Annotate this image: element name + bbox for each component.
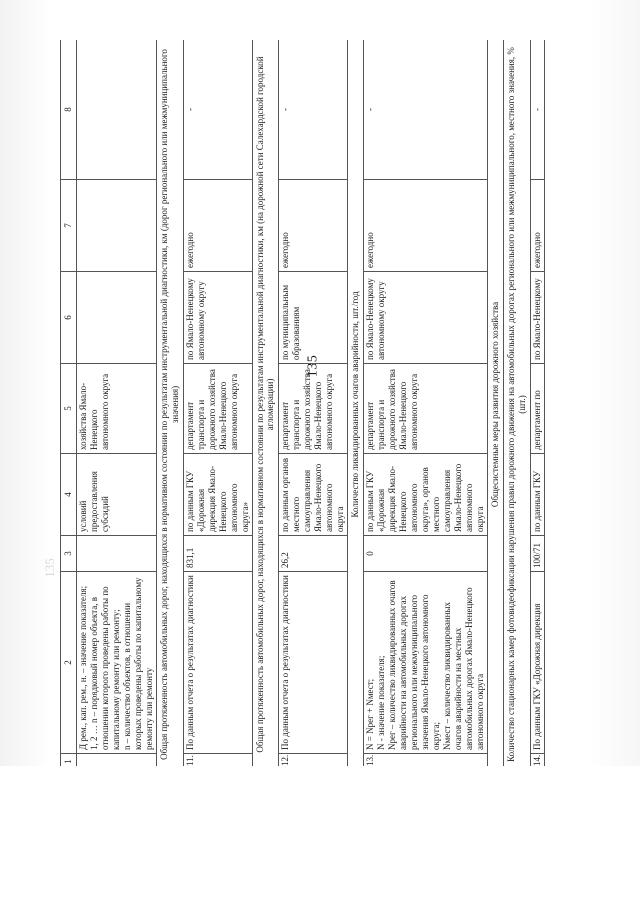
table-cell: по Ямало-Ненецкому автономному округу xyxy=(364,272,488,364)
table-row xyxy=(530,40,544,770)
table-cell: департамент транспорта и дорожного хозяйства Ямало-Ненецкого автономного округа xyxy=(183,364,252,454)
table-cell xyxy=(76,536,156,572)
table-cell: По данным отчета о результатах диагностики xyxy=(279,572,348,754)
table-cell: 0 xyxy=(364,536,488,572)
table-cell: департамент транспорта и дорожного хозяйства Ямало-Ненецкого автономного округа xyxy=(364,364,488,454)
header-cell: 2 xyxy=(61,572,77,754)
row-number: 12. xyxy=(279,754,348,770)
header-cell: 3 xyxy=(61,536,77,572)
table-cell: хозяйства Ямало-Ненецкого автономного округа xyxy=(76,364,156,454)
table-cell: по муниципальным образованиям xyxy=(279,272,348,364)
table-cell: 26,2 xyxy=(279,536,348,572)
rotated-table-frame xyxy=(60,40,565,770)
table-row xyxy=(279,40,348,770)
table-cell: - xyxy=(364,40,488,180)
header-cell: 6 xyxy=(61,272,77,364)
table-cell xyxy=(76,40,156,180)
table-cell: по Ямало-Ненецкому автономному округу xyxy=(183,272,252,364)
table-cell: Д рем., кап. рем., н. – значение показателя; 1, 2 … n – порядковый номер объекта, в отношении которого проведены работы по капитальному ремонту или ремонту; n – количество объектов, в отношении которых проведены работы по капитальному ремонту или ремонту xyxy=(76,572,156,754)
table-cell: - xyxy=(530,40,544,180)
table-cell: ежегодно xyxy=(183,180,252,272)
table-cell xyxy=(76,272,156,364)
table-cell: 100/71 xyxy=(530,536,544,572)
rotated-table-content xyxy=(60,40,565,770)
table-header-row xyxy=(61,40,77,770)
page-number: 135 xyxy=(305,354,321,378)
header-cell: 7 xyxy=(61,180,77,272)
table-cell: по данным ГКУ «Дорожная дирекция Ямало-Ненецкого автономного округа» xyxy=(183,454,252,536)
section-heading-row xyxy=(487,40,503,770)
page-bottom-margin xyxy=(0,766,640,905)
table-cell: условий предоставления субсидий xyxy=(76,454,156,536)
table-cell: N = Nрег + Nмест; N - значение показателя; Nрег – количество ликвидированных очагов аварийности на автомобильных дорогах регионального или межмуниципального значения Ямало-Ненецкого автономного округа; Nмест – количество ликвидированных очагов аварийности на местных автомобильных дорогах Ямало-Ненецкого автономного округа xyxy=(364,572,488,754)
table-row-continuation xyxy=(76,40,156,770)
table-cell: по данным ГКУ «Дорожная дирекция Ямало-Ненецкого автономного округа», органов местного самоуправления Ямало-Ненецкого автономного округа xyxy=(364,454,488,536)
section-heading-row xyxy=(156,40,183,770)
table-row xyxy=(364,40,488,770)
table-cell: ежегодно xyxy=(364,180,488,272)
table-cell: - xyxy=(279,40,348,180)
table-cell: по Ямало-Ненецкому xyxy=(530,272,544,364)
table-cell: По данным ГКУ «Дорожная дирекция xyxy=(530,572,544,754)
row-number: 11. xyxy=(183,754,252,770)
section-heading: Общесистемные меры развития дорожного хозяйства xyxy=(487,40,503,770)
indicators-table xyxy=(60,40,545,770)
section-heading: Общая протяженность автомобильных дорог, находящихся в нормативном состоянии по результатам инструментальной диагностики, км (дорог регионального или межмуниципального значения) xyxy=(156,40,183,770)
table-cell: департамент по xyxy=(530,364,544,454)
table-cell: по данным ГКУ xyxy=(530,454,544,536)
row-number: 13. xyxy=(364,754,488,770)
header-cell: 5 xyxy=(61,364,77,454)
section-heading: Количество ликвидированных очагов аварийности, шт./год xyxy=(348,40,364,770)
section-heading-row xyxy=(252,40,279,770)
bleed-through-page-number: 135 xyxy=(41,558,57,578)
header-cell: 4 xyxy=(61,454,77,536)
table-cell: по данным органов местного самоуправления Ямало-Ненецкого автономного округа xyxy=(279,454,348,536)
table-cell: департамент транспорта и дорожного хозяйства Ямало-Ненецкого автономного округа xyxy=(279,364,348,454)
table-cell: По данным отчета о результатах диагностики xyxy=(183,572,252,754)
table-cell: ежегодно xyxy=(279,180,348,272)
row-number: 14. xyxy=(530,754,544,770)
section-heading: Количество стационарных камер фотовидеофиксации нарушения правил дорожного движения на автомобильных дорогах регионального или межмуниципального, местного значения, % (шт.) xyxy=(503,40,530,770)
section-heading-row xyxy=(503,40,530,770)
header-cell: 1 xyxy=(61,754,77,770)
section-heading-row xyxy=(348,40,364,770)
table-cell: - xyxy=(183,40,252,180)
section-heading: Общая протяженность автомобильных дорог, находящихся в нормативном состоянии по результатам инструментальной диагностики, км (на дорожной сети Салехардской городской агломерации) xyxy=(252,40,279,770)
table-cell: ежегодно xyxy=(530,180,544,272)
header-cell: 8 xyxy=(61,40,77,180)
table-cell xyxy=(76,180,156,272)
table-cell: 831,1 xyxy=(183,536,252,572)
table-row xyxy=(183,40,252,770)
